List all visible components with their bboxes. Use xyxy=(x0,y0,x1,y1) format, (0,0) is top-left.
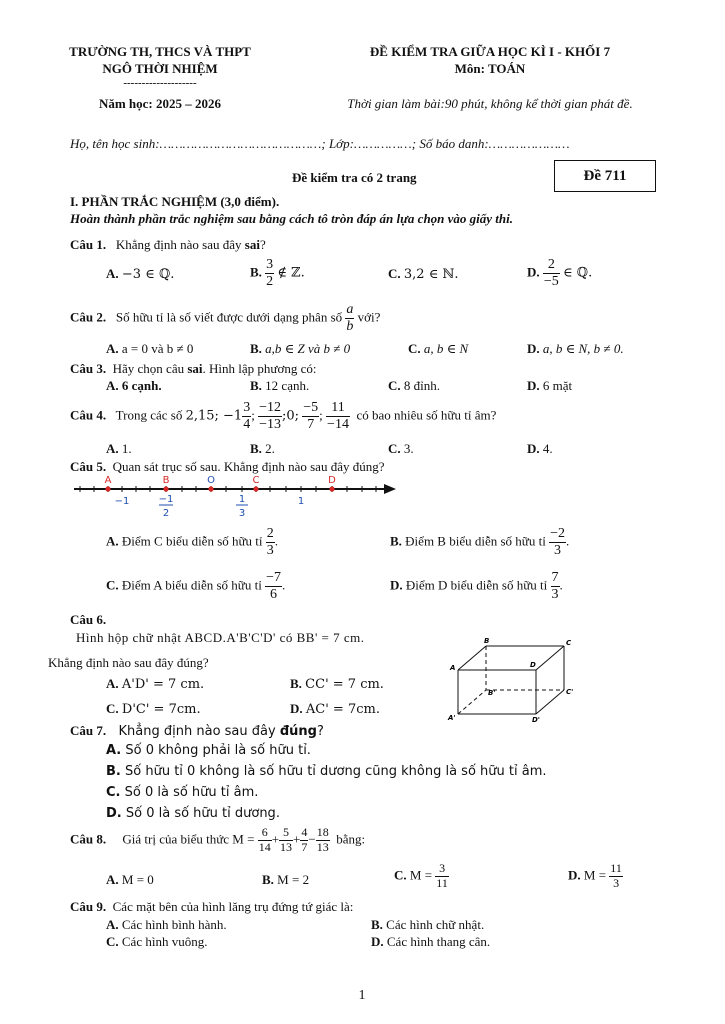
question-4: Câu 4. Trong các số 2,15; −1 $\frac{3}{4}$ ; $\frac{-12}{-13}$ ;0; $\frac{-5}{7}$ ; $\frac{11}{-14}$ có bao nhiêu số hữu tỉ âm? xyxy=(70,400,497,433)
q1-option-d[interactable] xyxy=(527,257,592,290)
option-text: Các hình bình hành. xyxy=(121,917,227,932)
option-text: Các hình chữ nhật. xyxy=(386,917,485,932)
student-info-line: Họ, tên học sinh:……………………………………; Lớp:……………; Số báo danh:………………… xyxy=(70,136,570,151)
option-label: C. xyxy=(408,341,421,356)
q1-option-b[interactable] xyxy=(250,257,305,290)
tick-label-third-den: 3 xyxy=(238,508,246,519)
question-6-text: Hình hộp chữ nhật ABCD.A'B'C'D' có BB' = 7 cm. xyxy=(76,630,365,645)
question-label: Câu 9. xyxy=(70,899,107,914)
denominator: 3 xyxy=(554,543,562,559)
option-label: B. xyxy=(250,378,262,393)
option-text: 12 cạnh. xyxy=(265,378,310,393)
q3-option-b[interactable] xyxy=(250,378,309,394)
option-text: 2. xyxy=(265,441,275,456)
exam-title: ĐỀ KIỂM TRA GIỮA HỌC KÌ I - KHỐI 7 xyxy=(369,44,611,59)
point-label-a: A xyxy=(104,475,112,486)
school-name-line1: TRƯỜNG TH, THCS VÀ THPT xyxy=(69,44,251,59)
question-text-end: với? xyxy=(357,309,381,325)
numerator: 4 xyxy=(301,825,308,839)
numerator: 5 xyxy=(279,826,293,841)
tick-label-minus-half-den: 2 xyxy=(162,508,170,519)
q6-option-b[interactable] xyxy=(290,676,384,692)
question-label: Câu 8. xyxy=(70,831,107,847)
option-text: ∈ ℚ. xyxy=(563,265,593,281)
option-text: 3,2 ∈ ℕ. xyxy=(403,267,459,282)
tick-label-one: 1 xyxy=(297,496,305,507)
option-text: Các hình vuông. xyxy=(121,934,208,949)
option-label: C. xyxy=(106,701,119,716)
question-6-prompt: Khẳng định nào sau đây đúng? xyxy=(48,655,209,670)
question-label: Câu 7. xyxy=(70,723,107,738)
option-label: B. xyxy=(390,533,402,549)
option-label: D. xyxy=(106,806,122,821)
numerator: a xyxy=(345,302,354,319)
numerator: 18 xyxy=(316,825,329,839)
option-label: C. xyxy=(106,577,119,593)
exam-time-note: Thời gian làm bài:90 phút, không kể thời gian phát đề. xyxy=(347,96,633,111)
question-text: Quan sát trục số sau. Khẳng định nào sau đây đúng? xyxy=(112,459,385,474)
numerator: 6 xyxy=(258,826,272,841)
option-label: A. xyxy=(106,917,119,932)
denominator: 11 xyxy=(436,875,448,890)
q5-option-c[interactable]: C. Điểm A biểu diễn số hữu tỉ $\frac{-7}{6}$ . xyxy=(106,570,286,603)
question-6-label: Câu 6. xyxy=(70,612,107,627)
point-a-marker xyxy=(105,486,110,491)
denominator: 3 xyxy=(266,543,274,559)
q4-option-c[interactable] xyxy=(388,441,414,457)
option-text: 6 mặt xyxy=(542,378,573,393)
option-text: Điểm C biểu diễn số hữu tỉ xyxy=(121,533,263,549)
question-label: Câu 2. xyxy=(70,309,107,325)
question-text-end: ? xyxy=(316,724,324,739)
section-instruction: Hoàn thành phần trắc nghiệm sau bằng cách tô tròn đáp án lựa chọn vào giấy thi. xyxy=(70,211,514,226)
hidden-edge xyxy=(458,690,486,714)
question-label: Câu 4. xyxy=(70,407,107,423)
option-label: A. xyxy=(106,378,119,393)
fraction xyxy=(316,826,330,855)
fraction xyxy=(326,400,350,433)
question-label: Câu 5. xyxy=(70,459,107,474)
option-label: D. xyxy=(568,867,581,883)
fraction xyxy=(242,400,251,433)
vertex-label-c-prime: C' xyxy=(566,688,574,696)
vertex-label-d-prime: D' xyxy=(532,716,540,724)
q7-option-d[interactable] xyxy=(106,806,280,821)
numerator: 2 xyxy=(266,526,275,543)
fraction xyxy=(265,257,274,290)
option-label: D. xyxy=(290,701,303,716)
option-text: ∉ ℤ. xyxy=(277,265,305,281)
numerator: 7 xyxy=(551,570,560,587)
question-text: Khẳng định nào sau đây xyxy=(115,237,245,252)
q9-option-b[interactable] xyxy=(371,917,484,933)
vertex-label-b: B xyxy=(484,637,490,645)
option-text: Điểm B biểu diễn số hữu tỉ xyxy=(405,533,546,549)
q3-option-a[interactable] xyxy=(106,378,162,394)
q8-option-a[interactable] xyxy=(106,872,154,888)
option-label: D. xyxy=(527,378,540,393)
q3-option-c[interactable] xyxy=(388,378,440,394)
axis-arrow-icon xyxy=(384,484,396,494)
question-text: Số hữu tỉ là số viết được dưới dạng phân số xyxy=(115,309,343,325)
math-number: 2,15; −1 xyxy=(185,408,243,424)
vertex-label-a-prime: A' xyxy=(448,714,456,722)
edge xyxy=(458,646,486,670)
q6-option-c[interactable] xyxy=(106,701,201,717)
fraction xyxy=(265,570,282,603)
option-text: Điểm A biểu diễn số hữu tỉ xyxy=(121,577,262,593)
header-divider: -------------------- xyxy=(123,77,197,89)
question-emphasis: đúng xyxy=(279,724,317,739)
numerator: 3 xyxy=(265,257,274,274)
numerator: −5 xyxy=(302,400,319,417)
q8-option-c[interactable] xyxy=(394,862,449,891)
option-label: C. xyxy=(106,934,119,949)
q6-option-a[interactable] xyxy=(106,676,204,692)
edge xyxy=(536,646,564,670)
denominator: 3 xyxy=(613,875,620,890)
exam-code-box: Đề 711 xyxy=(554,160,656,192)
option-label: D. xyxy=(527,341,540,356)
q1-option-c[interactable] xyxy=(388,266,458,282)
fraction xyxy=(302,400,319,433)
fraction xyxy=(549,526,566,559)
option-label: D. xyxy=(371,934,384,949)
numerator: 3 xyxy=(435,862,449,877)
numerator: 11 xyxy=(326,400,350,417)
rectangular-box-figure xyxy=(446,634,576,726)
q9-option-d[interactable] xyxy=(371,934,490,950)
option-text: D'C' = 7cm. xyxy=(121,702,201,717)
denominator: 2 xyxy=(266,274,274,290)
question-text: Khẳng định nào sau đây xyxy=(118,724,280,739)
option-label: A. xyxy=(106,266,119,281)
exam-subject: Môn: TOÁN xyxy=(454,61,526,76)
edge xyxy=(536,690,564,714)
option-text: AC' = 7cm. xyxy=(305,702,380,717)
question-text-end: có bao nhiêu số hữu tỉ âm? xyxy=(356,407,497,423)
option-label: C. xyxy=(394,867,407,883)
vertex-label-a: A xyxy=(450,664,456,672)
option-label: B. xyxy=(371,917,383,932)
option-label: D. xyxy=(527,441,540,456)
option-text: a,b ∈ Z và b ≠ 0 xyxy=(265,341,351,356)
q8-option-d[interactable] xyxy=(568,862,623,891)
q9-option-c[interactable] xyxy=(106,934,207,950)
fraction xyxy=(258,826,272,855)
q7-option-a[interactable] xyxy=(106,743,311,758)
q5-option-d[interactable]: D. Điểm D biểu diễn số hữu tỉ $\frac{7}{3}$ . xyxy=(390,570,563,603)
option-text: 6 cạnh. xyxy=(121,378,162,393)
option-text: 3. xyxy=(403,441,414,456)
question-text-end: ? xyxy=(259,237,266,252)
q2-option-b[interactable] xyxy=(250,341,350,357)
option-text: −3 ∈ ℚ. xyxy=(121,267,175,282)
option-text: Số 0 là số hữu tỉ dương. xyxy=(125,806,280,821)
option-text: CC' = 7 cm. xyxy=(305,677,384,692)
option-text: M = 2 xyxy=(277,872,310,887)
option-text: a, b ∈ N, b ≠ 0. xyxy=(542,341,624,356)
q4-option-b[interactable] xyxy=(250,441,275,457)
question-1 xyxy=(70,237,266,253)
point-label-o: O xyxy=(207,475,215,486)
numerator: 11 xyxy=(610,861,622,875)
tick-label-minus-half-num: −1 xyxy=(158,494,174,505)
question-text: Giá trị của biểu thức M = xyxy=(122,831,255,847)
numerator: −12 xyxy=(258,400,282,417)
denominator: −5 xyxy=(543,274,559,290)
option-text: 1. xyxy=(121,441,132,456)
point-b-marker xyxy=(163,486,168,491)
denominator: 13 xyxy=(316,839,329,854)
question-3 xyxy=(70,361,316,377)
question-9 xyxy=(70,899,353,915)
option-label: B. xyxy=(290,676,302,691)
fraction xyxy=(435,862,449,891)
numerator: −7 xyxy=(265,570,282,587)
point-label-b: B xyxy=(162,475,170,486)
denominator: 6 xyxy=(270,587,278,603)
pages-note: Đề kiểm tra có 2 trang xyxy=(292,170,417,185)
option-text: Các hình thang cân. xyxy=(386,934,491,949)
tick-label-third-num: 1 xyxy=(238,494,246,505)
denominator: 7 xyxy=(301,839,308,854)
option-text: a, b ∈ N xyxy=(423,341,469,356)
denominator: b xyxy=(346,319,354,335)
school-year: Năm học: 2025 – 2026 xyxy=(98,96,222,111)
page-number: 1 xyxy=(358,988,366,1003)
fraction xyxy=(345,302,354,335)
q7-option-b[interactable] xyxy=(106,764,546,779)
question-text-end: . Hình lập phương có: xyxy=(202,361,317,376)
option-label: B. xyxy=(106,764,121,779)
question-label: Câu 3. xyxy=(70,361,107,376)
option-text: 4. xyxy=(542,441,553,456)
fraction xyxy=(279,826,293,855)
q3-option-d[interactable] xyxy=(527,378,572,394)
option-label: A. xyxy=(106,341,119,356)
numerator: 2 xyxy=(543,257,560,274)
section-title: I. PHẦN TRẮC NGHIỆM (3,0 điểm). xyxy=(70,194,280,209)
option-label: C. xyxy=(106,785,121,800)
option-text: M = 0 xyxy=(121,872,154,887)
option-label: A. xyxy=(106,872,119,887)
q2-option-a[interactable] xyxy=(106,341,193,357)
point-c-marker xyxy=(253,486,258,491)
fraction xyxy=(258,400,282,433)
denominator: 3 xyxy=(551,587,559,603)
q5-option-a[interactable]: A. Điểm C biểu diễn số hữu tỉ $\frac{2}{3}$ . xyxy=(106,526,279,559)
q2-option-c[interactable] xyxy=(408,341,468,357)
q2-option-d[interactable] xyxy=(527,341,624,357)
question-label: Câu 1. xyxy=(70,237,107,252)
denominator: −14 xyxy=(327,417,349,433)
denominator: −13 xyxy=(259,417,281,433)
question-text: Hãy chọn câu xyxy=(112,361,188,376)
fraction xyxy=(551,570,560,603)
option-text: 8 đỉnh. xyxy=(403,378,441,393)
q5-option-b[interactable]: B. Điểm B biểu diễn số hữu tỉ $\frac{-2}{3}$ . xyxy=(390,526,570,559)
denominator: 4 xyxy=(243,417,251,433)
option-label: A. xyxy=(106,533,119,549)
point-label-c: C xyxy=(252,475,260,486)
denominator: 14 xyxy=(258,839,271,854)
option-text: A'D' = 7 cm. xyxy=(121,677,205,692)
question-text: Trong các số xyxy=(115,407,183,423)
q9-option-a[interactable] xyxy=(106,917,227,933)
option-label: C. xyxy=(388,266,401,281)
option-text: Điểm D biểu diễn số hữu tỉ xyxy=(405,577,548,593)
option-label: A. xyxy=(106,676,119,691)
q4-option-a[interactable] xyxy=(106,441,132,457)
question-7 xyxy=(70,723,324,739)
option-text: Số 0 không phải là số hữu tỉ. xyxy=(125,743,311,758)
option-label: B. xyxy=(250,264,262,280)
q7-option-c[interactable] xyxy=(106,785,258,800)
number-line-figure xyxy=(70,472,410,524)
question-emphasis: sai xyxy=(187,361,203,376)
option-text: M = xyxy=(409,867,433,883)
option-label: B. xyxy=(250,341,262,356)
fraction xyxy=(543,257,560,290)
school-name-line2: NGÔ THỜI NHIỆM xyxy=(102,61,218,76)
fraction xyxy=(609,862,623,891)
denominator: 7 xyxy=(307,417,315,433)
question-text: Các mặt bên của hình lăng trụ đứng tứ giác là: xyxy=(112,899,354,914)
vertex-label-d: D xyxy=(530,661,536,669)
q6-option-d[interactable] xyxy=(290,701,380,717)
tick-label-minus-one: −1 xyxy=(114,496,130,507)
option-label: C. xyxy=(388,378,401,393)
q1-option-a[interactable] xyxy=(106,266,174,282)
option-text: M = xyxy=(583,867,607,883)
vertex-label-c: C xyxy=(566,639,572,647)
option-label: D. xyxy=(527,264,540,280)
option-text: Số 0 là số hữu tỉ âm. xyxy=(124,785,259,800)
q8-option-b[interactable] xyxy=(262,872,309,888)
fraction xyxy=(300,826,308,855)
option-label: A. xyxy=(106,441,119,456)
numerator: −2 xyxy=(549,526,566,543)
option-label: B. xyxy=(262,872,274,887)
option-text: Số hữu tỉ 0 không là số hữu tỉ dương cũng không là số hữu tỉ âm. xyxy=(125,764,547,779)
option-label: C. xyxy=(388,441,401,456)
fraction xyxy=(266,526,275,559)
denominator: 13 xyxy=(280,839,293,854)
numerator: 3 xyxy=(242,400,251,417)
point-d-marker xyxy=(329,486,334,491)
q4-option-d[interactable] xyxy=(527,441,553,457)
option-label: A. xyxy=(106,743,122,758)
vertex-label-b-prime: B' xyxy=(488,689,496,697)
question-text-end: bằng: xyxy=(336,831,366,847)
question-8: Câu 8. Giá trị của biểu thức M = $\frac{6}{14}$ + $\frac{5}{13}$ + $\frac{4}{7}$ − $\frac{18}{13}$ bằng: xyxy=(70,825,366,854)
question-2 xyxy=(70,302,380,335)
math-separator: ;0; xyxy=(281,408,300,424)
point-o-marker xyxy=(208,486,213,491)
option-text: a = 0 và b ≠ 0 xyxy=(121,341,194,356)
option-label: B. xyxy=(250,441,262,456)
point-label-d: D xyxy=(328,475,336,486)
question-emphasis: sai xyxy=(244,237,260,252)
option-label: D. xyxy=(390,577,403,593)
